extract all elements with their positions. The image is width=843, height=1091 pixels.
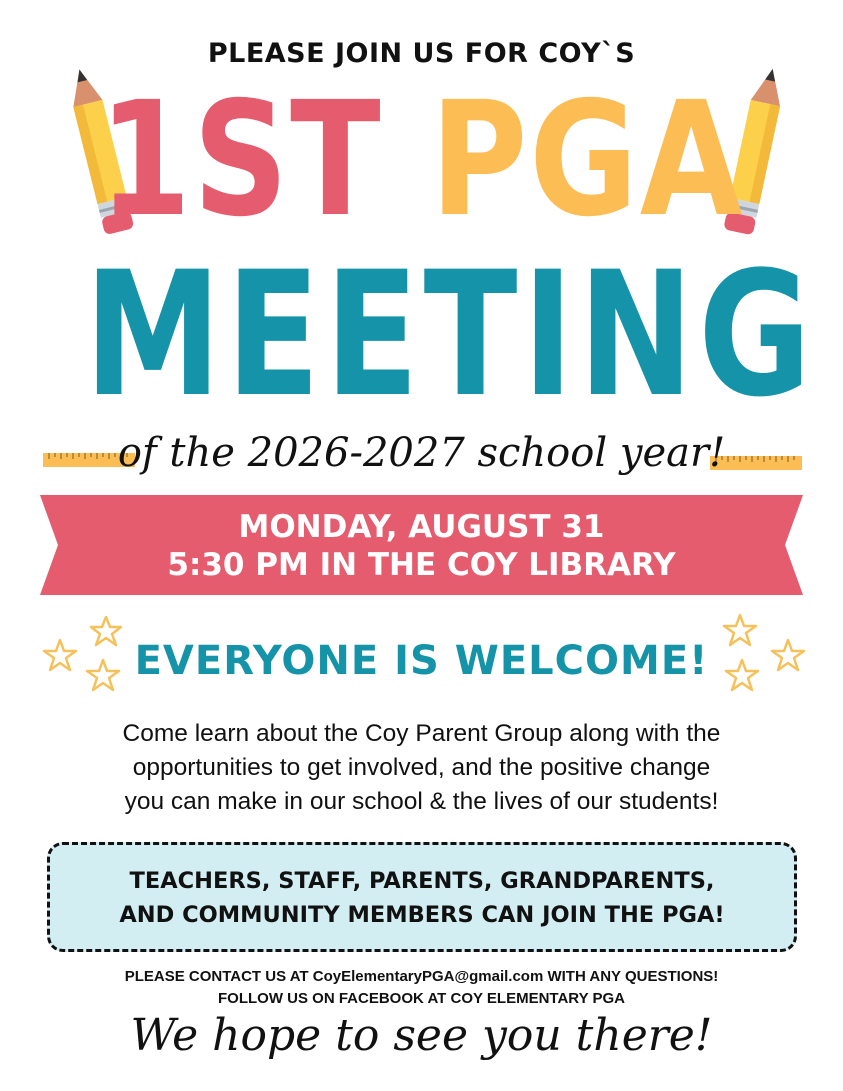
contact-info xyxy=(0,966,843,1010)
description-line: you can make in our school & the lives of our students! xyxy=(124,788,719,815)
event-time-location: 5:30 PM IN THE COY LIBRARY xyxy=(167,547,676,583)
callout-line: TEACHERS, STAFF, PARENTS, GRANDPARENTS, xyxy=(129,868,715,894)
description xyxy=(40,717,803,819)
title-pga: PGA xyxy=(430,68,745,252)
invite-line: PLEASE JOIN US FOR COY`S xyxy=(207,38,636,69)
welcome-heading: EVERYONE IS WELCOME! xyxy=(134,638,709,684)
title-ordinal: 1ST xyxy=(98,68,383,252)
subtitle: of the 2026-2027 school year! xyxy=(117,430,726,476)
description-line: opportunities to get involved, and the positive change xyxy=(132,754,711,781)
banner-text xyxy=(0,508,843,584)
description-line: Come learn about the Coy Parent Group along with the xyxy=(122,720,721,747)
callout-line: AND COMMUNITY MEMBERS CAN JOIN THE PGA! xyxy=(119,902,725,928)
title-line-1 xyxy=(67,68,775,252)
facebook-line: FOLLOW US ON FACEBOOK AT COY ELEMENTARY PGA xyxy=(218,990,625,1007)
event-date: MONDAY, AUGUST 31 xyxy=(238,509,605,545)
contact-email-line: PLEASE CONTACT US AT CoyElementaryPGA@gmail.com WITH ANY QUESTIONS! xyxy=(124,968,719,985)
closing-message: We hope to see you there! xyxy=(130,1010,713,1061)
membership-callout-text xyxy=(47,864,797,932)
title-meeting: MEETING xyxy=(84,234,816,435)
